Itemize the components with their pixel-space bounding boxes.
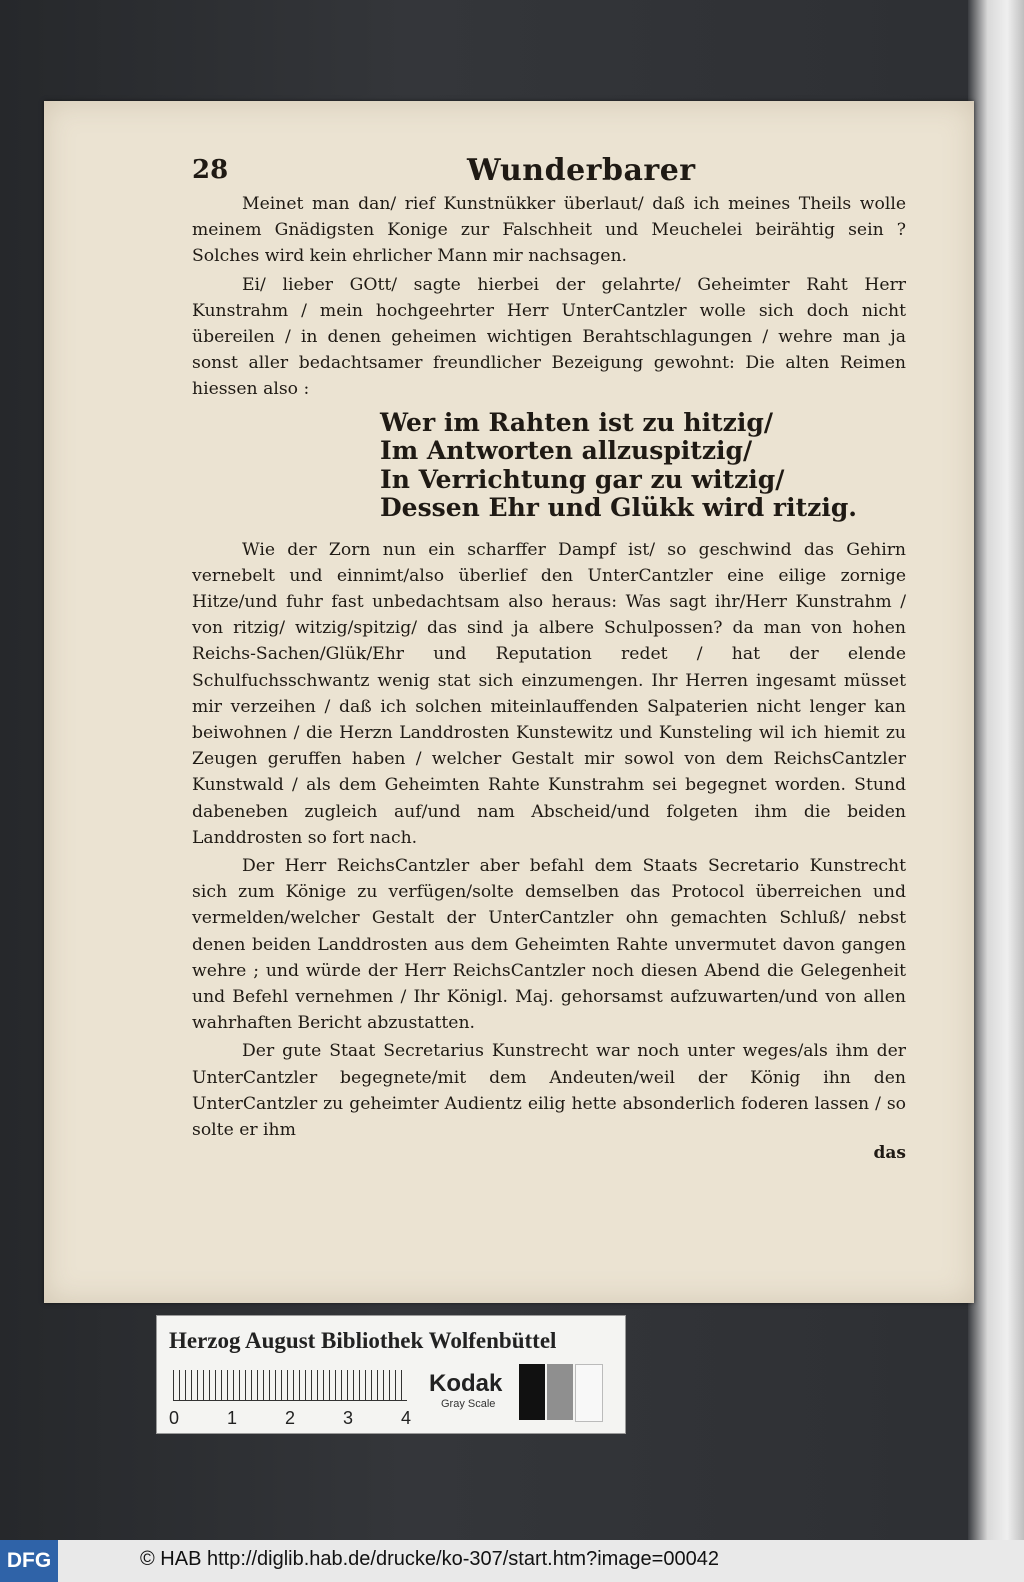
page-header xyxy=(192,151,906,191)
verse-block xyxy=(380,409,906,523)
page-number: 28 xyxy=(192,155,229,185)
running-title: Wunderbarer xyxy=(467,153,696,188)
ruler-number: 4 xyxy=(401,1408,412,1428)
paragraph: Der Herr ReichsCantzler aber befahl dem Staats Secretario Kunstrecht sich zum Könige zu verfügen/solte demselben das Protocol überreichen und vermelden/welcher Gestalt der UnterCantzler ohn gemachten Schluß/ nebst denen beiden Landdrosten aus dem Geheimten Rahte unvermutet davon gangen wehre ; und würde der Herr ReichsCantzler noch diesen Abend die Gelegenheit und Befehl vernehmen / Ihr Königl. Maj. gehorsamst aufzuwarten/und von allen wahrhaften Bericht abzustatten. xyxy=(192,856,906,1034)
ruler-number: 0 xyxy=(169,1408,180,1428)
ruler-number: 2 xyxy=(285,1408,296,1428)
paragraph: Der gute Staat Secretarius Kunstrecht war noch unter weges/als ihm der UnterCantzler begegnete/mit dem Andeuten/weil der König ihn den UnterCantzler zu geheimter Audientz eilig hette absonderlich foderen lassen / so solte er ihm xyxy=(192,1041,906,1141)
verse-line: In Verrichtung gar zu witzig/ xyxy=(380,464,785,494)
book-page xyxy=(44,101,974,1303)
copyright-link[interactable]: © HAB http://diglib.hab.de/drucke/ko-307/start.htm?image=00042 xyxy=(140,1548,719,1570)
page-text-block xyxy=(192,151,906,1163)
verse-line: Im Antworten allzuspitzig/ xyxy=(380,436,753,466)
dfg-logo: DFG xyxy=(0,1540,58,1582)
ruler-icon xyxy=(173,1370,407,1401)
gray-scale-label: Gray Scale xyxy=(441,1398,496,1410)
book-edge xyxy=(968,0,1024,1540)
verse-line: Wer im Rahten ist zu hitzig/ xyxy=(380,407,773,437)
catchword: das xyxy=(873,1143,906,1164)
verse-line: Dessen Ehr und Glükk wird ritzig. xyxy=(380,493,858,523)
ruler-number: 1 xyxy=(227,1408,238,1428)
color-scale-card xyxy=(156,1315,626,1434)
gray-swatch-black xyxy=(519,1364,545,1420)
gray-swatch-white xyxy=(575,1364,603,1422)
paragraph: Ei/ lieber GOtt/ sagte hierbei der gelahrte/ Geheimter Raht Herr Kunstrahm / mein hochgeehrter Herr UnterCantzler wolle sich doch nicht übereilen / in denen geheimen wichtigen Berahtschlagungen / wehre man ja sonst aller bedachtsamer freundlicher Bezeigung gewohnt: Die alten Reimen hiessen also : xyxy=(192,274,906,400)
body-text xyxy=(192,191,906,1163)
ruler-number: 3 xyxy=(343,1408,354,1428)
paragraph: Wie der Zorn nun ein scharffer Dampf ist/ so geschwind das Gehirn vernebelt und einnimt/also überlief den UnterCantzler eine eilige zornige Hitze/und fuhr fast unbedachtsam also heraus: Was sagt ihr/Herr Kunstrahm / von ritzig/ witzig/spitzig/ das sind ja albere Schulpossen? da man von hohen Reichs-Sachen/Glük/Ehr und Reputation redet / hat der elende Schulfuchsschwantz wenig stat sich einzumengen. Ihr Herren ingesamt müsset mir verzeihen / daß ich solchen miteinlauffenden Salpaterien nicht lenger kan beiwohnen / die Herzn Landdrosten Kunstewitz und Kunsteling wil ich hiemit zu Zeugen geruffen haben / welcher Gestalt mir sowol von dem ReichsCantzler Kunstwald / als dem Geheimten Rahte Kunstrahm sei begegnet worden. Stund dabeneben zugleich auf/und nam Abscheid/und folgeten ihm die beiden Landdrosten so fort nach. xyxy=(192,539,906,848)
gray-swatch-mid xyxy=(547,1364,573,1420)
kodak-logo: Kodak xyxy=(429,1370,503,1397)
library-name: Herzog August Bibliothek Wolfenbüttel xyxy=(169,1328,557,1353)
footer-bar xyxy=(0,1540,1024,1582)
paragraph: Meinet man dan/ rief Kunstnükker überlaut/ daß ich meines Theils wolle meinem Gnädigsten Konige zur Falschheit und Meuchelei beirähtig sein ? Solches wird kein ehrlicher Mann mir nachsagen. xyxy=(192,194,906,267)
